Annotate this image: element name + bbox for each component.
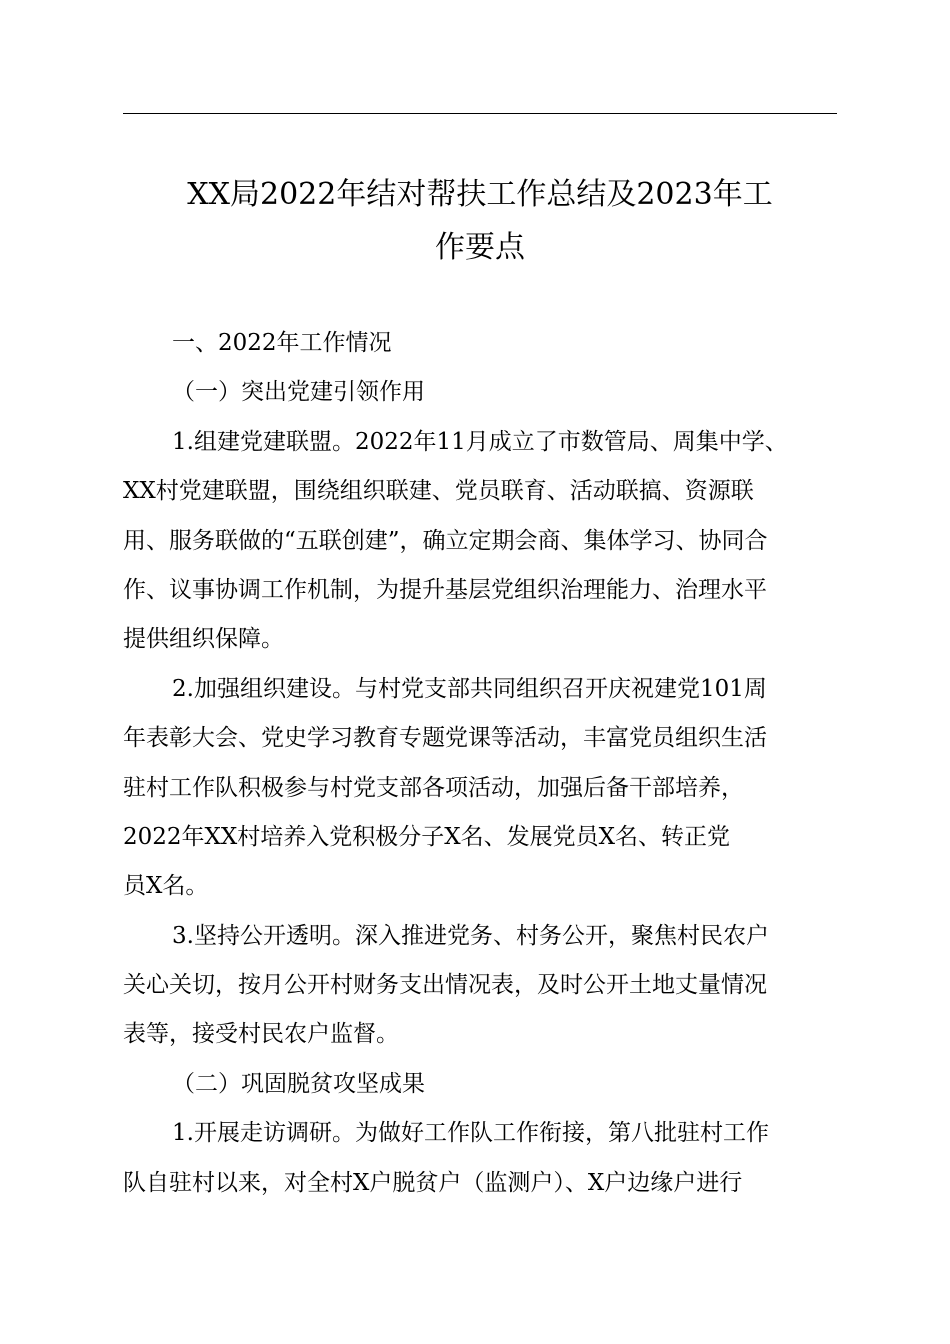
title-line-1: XX局2022年结对帮扶工作总结及2023年工 [187,177,773,212]
paragraph-line: 年表彰大会、党史学习教育专题党课等活动，丰富党员组织生活 [123,725,767,752]
paragraph-line: 队自驻村以来，对全村X户脱贫户（监测户）、X户边缘户进行 [123,1169,743,1196]
section-heading: 一、2022年工作情况 [172,330,392,356]
subsection-heading: （一）突出党建引领作用 [172,379,425,406]
document-body [123,319,837,1208]
paragraph-line: 3.坚持公开透明。深入推进党务、村务公开，聚焦村民农户 [172,922,769,949]
title-line-2: 作要点 [435,230,525,265]
paragraph-line: 提供组织保障。 [123,626,284,653]
paragraph-line: 2022年XX村培养入党积极分子X名、发展党员X名、转正党 [123,823,731,850]
paragraph-line: XX村党建联盟，围绕组织联建、党员联育、活动联搞、资源联 [123,478,754,505]
paragraph-line: 1.开展走访调研。为做好工作队工作衔接，第八批驻村工作 [172,1120,769,1147]
paragraph-line: 表等，接受村民农户监督。 [123,1021,399,1048]
paragraph-line: 作、议事协调工作机制，为提升基层党组织治理能力、治理水平 [123,576,767,603]
header-rule [123,113,837,114]
paragraph-line: 用、服务联做的“五联创建”，确立定期会商、集体学习、协同合 [123,527,768,554]
paragraph-line: 员X名。 [123,873,209,900]
subsection-heading: （二）巩固脱贫攻坚成果 [172,1070,425,1097]
paragraph-line: 1.组建党建联盟。2022年11月成立了市数管局、周集中学、 [172,428,788,455]
paragraph-line: 2.加强组织建设。与村党支部共同组织召开庆祝建党101周 [172,675,767,702]
document-title [123,168,837,274]
paragraph-line: 关心关切，按月公开村财务支出情况表，及时公开土地丈量情况 [123,972,767,999]
paragraph-line: 驻村工作队积极参与村党支部各项活动，加强后备干部培养， [123,774,744,801]
